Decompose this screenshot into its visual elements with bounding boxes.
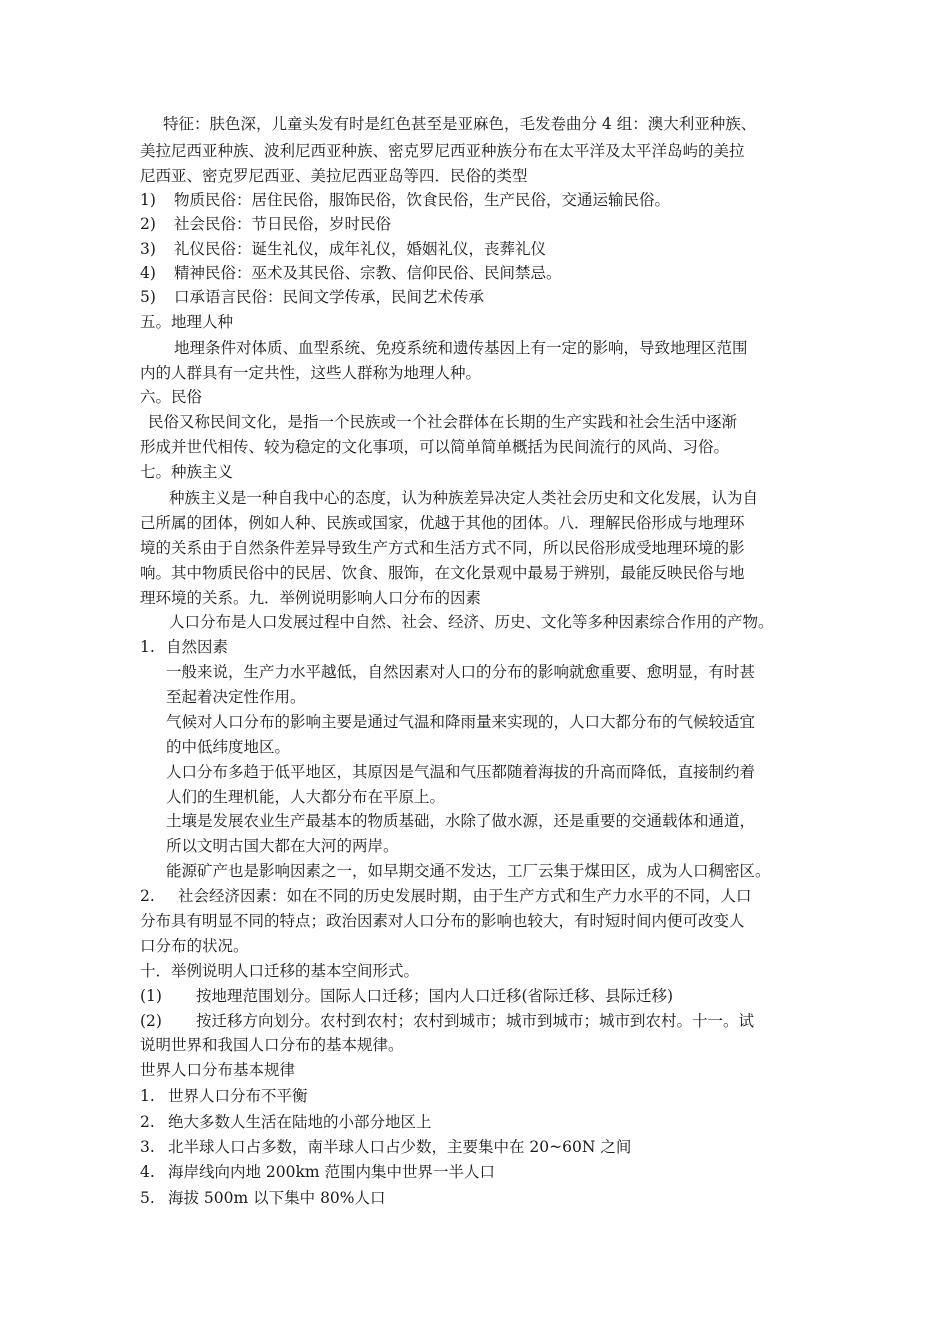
- list-item-text: 按地理范围划分。国际人口迁移；国内人口迁移(省际迁移、县际迁移): [196, 987, 674, 1005]
- paragraph-line: 口分布的状况。: [140, 937, 249, 955]
- list-item: [140, 1112, 432, 1132]
- list-item-text: 精神民俗：巫术及其民俗、宗教、信仰民俗、民间禁忌。: [174, 264, 562, 282]
- list-marker: (2): [140, 1012, 162, 1030]
- list-item: [140, 190, 670, 210]
- paragraph-line: 形成并世代相传、较为稳定的文化事项，可以简单简单概括为民间流行的风尚、习俗。: [140, 438, 730, 456]
- list-marker: 4): [140, 264, 156, 282]
- list-item-text: 物质民俗：居住民俗，服饰民俗，饮食民俗，生产民俗，交通运输民俗。: [174, 191, 671, 209]
- section-heading: 七。种族主义: [140, 463, 234, 481]
- list-item: [140, 1086, 308, 1106]
- list-item: [140, 263, 562, 283]
- paragraph-line: 气候对人口分布的影响主要是通过气温和降雨量来实现的，人口大都分布的气候较适宜: [166, 713, 756, 731]
- list-item-text: 社会民俗：节日民俗，岁时民俗: [174, 215, 392, 233]
- list-marker: 5.: [140, 1189, 155, 1207]
- list-item-text: 海拔 500m 以下集中 80%人口: [168, 1189, 386, 1207]
- paragraph-line: 所以文明古国大都在大河的两岸。: [166, 837, 399, 855]
- paragraph-line: 种族主义是一种自我中心的态度，认为种族差异决定人类社会历史和文化发展，认为自: [169, 489, 759, 507]
- list-item: [140, 986, 673, 1006]
- list-item: [140, 637, 228, 657]
- list-marker: 2.: [140, 887, 155, 905]
- paragraph-line: 人口分布是人口发展过程中自然、社会、经济、历史、文化等多种因素综合作用的产物。: [169, 613, 774, 631]
- paragraph-line: 特征：肤色深，儿童头发有时是红色甚至是亚麻色，毛发卷曲分 4 组：澳大利亚种族、: [163, 115, 757, 133]
- list-item-text: 按迁移方向划分。农村到农村；农村到城市；城市到城市；城市到农村。十一。试: [196, 1012, 755, 1030]
- list-item-text: 海岸线向内地 200km 范围内集中世界一半人口: [168, 1163, 496, 1181]
- paragraph-line: 一般来说，生产力水平越低，自然因素对人口的分布的影响就愈重要、愈明显，有时甚: [166, 663, 756, 681]
- list-marker: 3.: [140, 1138, 155, 1156]
- list-item-text: 口承语言民俗：民间文学传承，民间艺术传承: [174, 288, 485, 306]
- paragraph-line: 分布具有明显不同的特点；政治因素对人口分布的影响也较大，有时短时间内便可改变人: [140, 912, 745, 930]
- list-item-text: 自然因素: [166, 638, 229, 656]
- list-marker: 5): [140, 288, 156, 306]
- paragraph-line: 美拉尼西亚种族、波利尼西亚种族、密克罗尼西亚种族分布在太平洋及太平洋岛屿的美拉: [140, 142, 745, 160]
- paragraph-line: 内的人群具有一定共性，这些人群称为地理人种。: [140, 364, 482, 382]
- list-item: [140, 287, 484, 307]
- paragraph-line: 民俗又称民间文化，是指一个民族或一个社会群体在长期的生产实践和社会生活中逐渐: [148, 413, 738, 431]
- section-heading: 五。地理人种: [140, 313, 234, 331]
- list-marker: 1.: [140, 1087, 155, 1105]
- paragraph-line: 人们的生理机能，人大都分布在平原上。: [166, 788, 446, 806]
- paragraph-line: 境的关系由于自然条件差异导致生产方式和生活方式不同，所以民俗形成受地理环境的影: [140, 539, 745, 557]
- list-item: [140, 1011, 754, 1031]
- list-marker: 1): [140, 191, 156, 209]
- list-item-text: 北半球人口占多数，南半球人口占少数，主要集中在 20~60N 之间: [168, 1138, 632, 1156]
- list-item-text: 绝大多数人生活在陆地的小部分地区上: [168, 1113, 432, 1131]
- paragraph-line: 的中低纬度地区。: [166, 738, 291, 756]
- list-marker: 2): [140, 215, 156, 233]
- list-marker: 4.: [140, 1163, 155, 1181]
- paragraph-line: 尼西亚、密克罗尼西亚、美拉尼西亚岛等四．民俗的类型: [140, 167, 528, 185]
- list-item: [140, 886, 752, 906]
- list-marker: 3): [140, 240, 156, 258]
- paragraph-line: 理环境的关系。九．举例说明影响人口分布的因素: [140, 589, 482, 607]
- paragraph-line: 响。其中物质民俗中的民居、饮食、服饰，在文化景观中最易于辨别，最能反映民俗与地: [140, 564, 745, 582]
- list-item: [140, 1162, 495, 1182]
- paragraph-line: 能源矿产也是影响因素之一，如早期交通不发达，工厂云集于煤田区，成为人口稠密区。: [166, 862, 771, 880]
- paragraph-line: 至起着决定性作用。: [166, 688, 306, 706]
- section-heading: 世界人口分布基本规律: [140, 1061, 296, 1079]
- paragraph-line: 土壤是发展农业生产最基本的物质基础，水除了做水源，还是重要的交通载体和通道，: [166, 812, 756, 830]
- list-marker: 2.: [140, 1113, 155, 1131]
- paragraph-line: 说明世界和我国人口分布的基本规律。: [140, 1036, 404, 1054]
- list-item: [140, 1188, 386, 1208]
- section-heading: 六。民俗: [140, 388, 203, 406]
- paragraph-line: 己所属的团体，例如人种、民族或国家，优越于其他的团体。八．理解民俗形成与地理环: [140, 514, 745, 532]
- list-item-text: 社会经济因素：如在不同的历史发展时期，由于生产方式和生产力水平的不同，人口: [178, 887, 752, 905]
- section-heading: 十．举例说明人口迁移的基本空间形式。: [140, 962, 420, 980]
- list-item: [140, 1137, 631, 1157]
- list-marker: (1): [140, 987, 162, 1005]
- paragraph-line: 地理条件对体质、血型系统、免疫系统和遗传基因上有一定的影响，导致地理区范围: [174, 339, 748, 357]
- list-item-text: 世界人口分布不平衡: [168, 1087, 308, 1105]
- list-marker: 1.: [140, 638, 155, 656]
- list-item: [140, 239, 546, 259]
- list-item: [140, 214, 391, 234]
- paragraph-line: 人口分布多趋于低平地区，其原因是气温和气压都随着海拔的升高而降低，直接制约着: [166, 763, 756, 781]
- list-item-text: 礼仪民俗：诞生礼仪，成年礼仪，婚姻礼仪，丧葬礼仪: [174, 240, 547, 258]
